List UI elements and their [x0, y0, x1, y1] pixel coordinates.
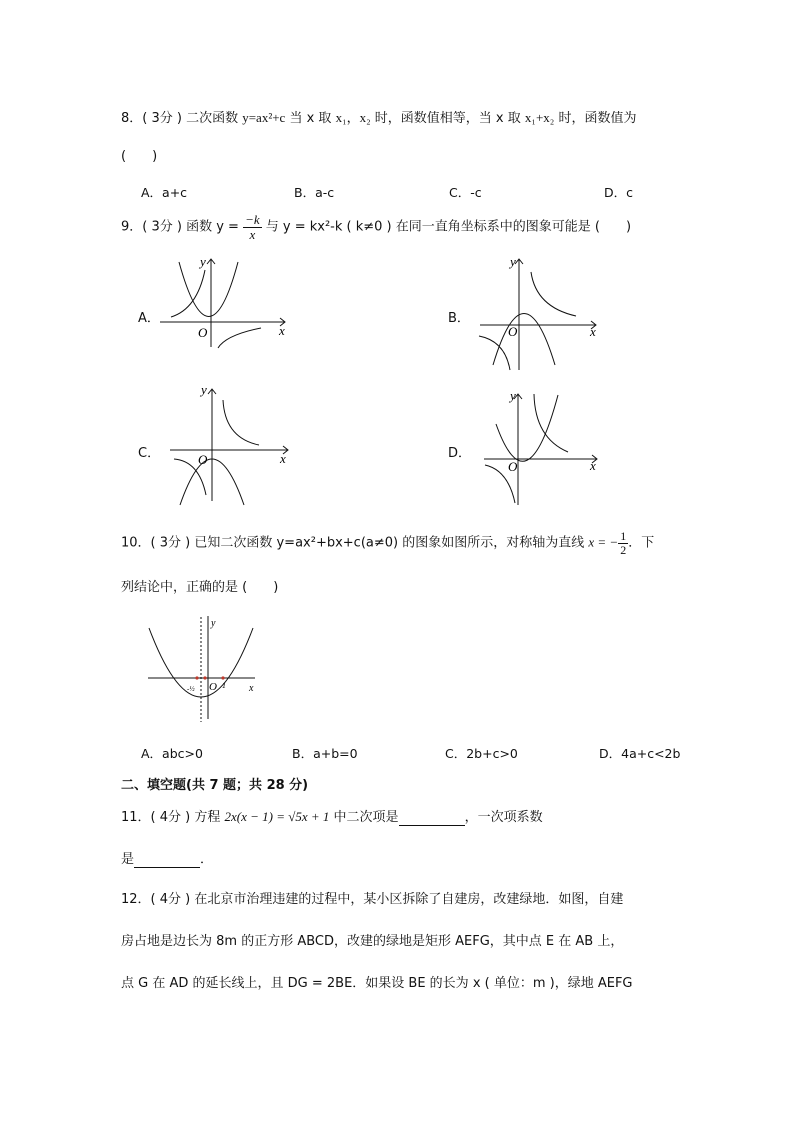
q10-after: ．下 — [628, 535, 655, 551]
q8-x1: x₁ — [335, 110, 347, 125]
q8-x2: x₂ — [359, 110, 371, 125]
q10-option-a[interactable]: A．abc>0 — [141, 746, 203, 761]
graph-d-x-label: x — [590, 458, 596, 473]
q10-half-num: 1 — [620, 529, 627, 543]
q8-line1 — [121, 107, 636, 126]
q10-root-left-marker — [195, 676, 198, 679]
q8-option-d[interactable]: D．c — [604, 185, 633, 200]
q12-line3: 点 G 在 AD 的延长线上，且 DG = 2BE．如果设 BE 的长为 x ( 单位：m )，绿地 AEFG — [121, 976, 633, 991]
q10-option-c[interactable]: C．2b+c>0 — [445, 746, 518, 761]
q9-graph-c — [160, 383, 295, 508]
graph-d-hyperbola-right — [534, 394, 568, 452]
q9-prefix: 9．( 3分 ) 函数 y = — [121, 219, 244, 235]
q10-fig-origin: O — [209, 681, 217, 693]
q10-fig-tick-half: -½ — [187, 685, 195, 693]
q12-line2: 房占地是边长为 8m 的正方形 ABCD，改建的绿地是矩形 AEFG，其中点 E 在 AB 上， — [121, 934, 624, 949]
q11-line2-end: ． — [200, 852, 214, 867]
q11-line2-prefix: 是 — [121, 852, 135, 867]
graph-c-y-label: y — [201, 382, 207, 397]
graph-b-origin: O — [508, 324, 518, 339]
q10-axis-eq: x = − — [588, 534, 619, 550]
section2-title: 二、填空题(共 7 题；共 28 分) — [121, 778, 309, 793]
q10-half-den: 2 — [620, 542, 627, 557]
q10-fig-y: y — [211, 618, 216, 629]
graph-c-hyperbola-right — [223, 400, 259, 445]
q10-tick-one-marker — [221, 676, 224, 679]
q10-figure — [143, 612, 263, 724]
graph-d-origin: O — [508, 459, 518, 474]
graph-c-origin: O — [198, 452, 208, 467]
q8-func: y=ax²+c — [242, 110, 286, 125]
graph-a-hyperbola-left — [171, 270, 205, 317]
graph-d-parabola — [496, 395, 558, 461]
q8-paren: ( ) — [121, 149, 158, 164]
graph-a-hyperbola-right — [218, 328, 261, 348]
graph-b-hyperbola-left — [479, 336, 510, 370]
q8-sum: x₁+x₂ — [524, 110, 555, 125]
q9-graph-b — [470, 255, 605, 375]
graph-a-origin: O — [198, 325, 208, 340]
graph-c-x-label: x — [280, 451, 286, 466]
q10-root-mid-marker — [203, 676, 206, 679]
q10-line2: 列结论中，正确的是 ( ) — [121, 580, 279, 595]
graph-a-y-label: y — [200, 254, 206, 269]
q9-line — [121, 213, 631, 241]
q12-line1: 12．( 4分 ) 在北京市治理违建的过程中，某小区拆除了自建房，改建绿地．如图，自建 — [121, 892, 624, 907]
q8-option-c[interactable]: C．-c — [449, 185, 482, 200]
q9-frac-num: −k — [245, 212, 260, 227]
q9-label-b[interactable]: B． — [448, 311, 470, 326]
q9-label-a[interactable]: A． — [138, 311, 160, 326]
graph-b-y-label: y — [510, 254, 516, 269]
q9-graph-a — [160, 255, 295, 350]
q11-prefix: 11．( 4分 ) 方程 — [121, 810, 225, 825]
q11-after-blank: ，一次项系数 — [464, 810, 543, 825]
graph-d-y-label: y — [510, 388, 516, 403]
q9-graph-d — [470, 390, 605, 510]
graph-b-x-label: x — [590, 324, 596, 339]
graph-a-x-label: x — [279, 323, 285, 338]
q9-fraction — [243, 213, 262, 241]
q11-line2 — [121, 848, 213, 868]
q8-option-b[interactable]: B．a-c — [294, 185, 335, 200]
q11-blank-1[interactable] — [399, 810, 465, 826]
q11-blank-2[interactable] — [134, 852, 200, 868]
q10-option-b[interactable]: B．a+b=0 — [292, 746, 358, 761]
graph-b-hyperbola-right — [531, 272, 576, 316]
q10-fig-x: x — [249, 683, 254, 694]
q8-option-a[interactable]: A．a+c — [141, 185, 188, 200]
q10-half — [618, 530, 628, 556]
q8-prefix: 8．( 3分 ) 二次函数 — [121, 111, 243, 126]
q10-prefix: 10．( 3分 ) 已知二次函数 y=ax²+bx+c(a≠0) 的图象如图所示，对称轴为直线 — [121, 535, 589, 551]
q11-equation: 2x(x − 1) = √5x + 1 — [224, 809, 330, 824]
q9-label-d[interactable]: D． — [448, 446, 472, 461]
q8-sep: ， — [346, 111, 360, 126]
q9-mid: 与 y = kx²-k ( k≠0 ) 在同一直角坐标系中的图象可能是 ( ) — [261, 219, 632, 235]
q9-label-c[interactable]: C． — [138, 446, 161, 461]
q10-line1 — [121, 530, 654, 556]
q11-line1 — [121, 806, 543, 826]
q10-option-d[interactable]: D．4a+c<2b — [599, 746, 681, 761]
q8-suffix: 时，函数值为 — [554, 111, 637, 126]
graph-a-parabola — [179, 262, 238, 317]
q8-mid1: 当 x 取 — [285, 111, 336, 126]
q8-mid2: 时，函数值相等，当 x 取 — [370, 111, 525, 126]
graph-b-parabola — [493, 314, 555, 366]
q11-mid: 中二次项是 — [329, 810, 399, 825]
q10-fig-tick-one: 1 — [222, 681, 226, 690]
q9-frac-den: x — [249, 226, 256, 242]
